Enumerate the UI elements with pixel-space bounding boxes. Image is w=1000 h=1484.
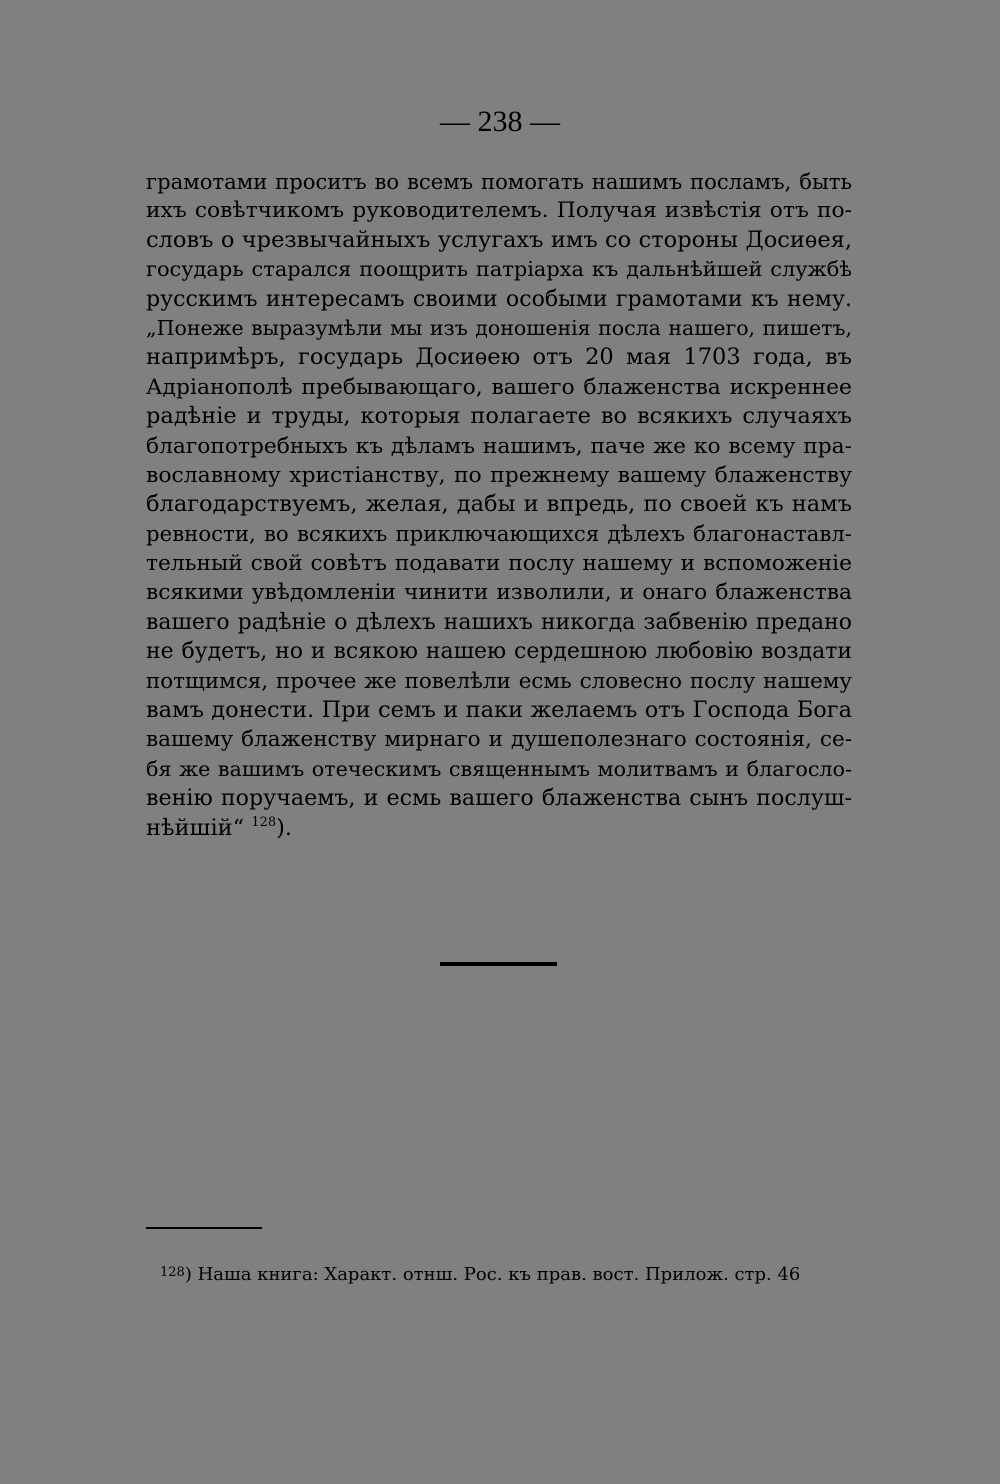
text-line: не будетъ, но и всякою нашею сердешною любовію воздати [146, 639, 852, 665]
body-text [146, 167, 852, 843]
text-line: всякими увѣдомленіи чинити изволили, и онаго блаженства [146, 580, 852, 606]
text-line: вашему блаженству мирнаго и душеполезнаго состоянія, се- [146, 727, 852, 753]
footnote [160, 1262, 860, 1288]
text-line: словъ о чрезвычайныхъ услугахъ имъ со стороны Досиѳея, [146, 226, 852, 253]
section-divider [440, 962, 557, 966]
text-line: вамъ донести. При семъ и паки желаемъ отъ Господа Бога [146, 697, 852, 724]
footnote-number: 128 [160, 1265, 185, 1280]
last-line-text: нѣйшій“ [146, 814, 252, 841]
text-line: напримѣръ, государь Досиѳею отъ 20 мая 1703 года, въ [146, 344, 852, 371]
text-line: русскимъ интересамъ своими особыми грамотами къ нему. [146, 286, 852, 312]
text-line: ревности, во всякихъ приключающихся дѣлехъ благонаставл- [146, 521, 852, 547]
text-line: Адріанополѣ пребывающаго, вашего блаженства искреннее [146, 374, 852, 400]
text-line-last [146, 814, 852, 843]
text-line: потщимся, прочее же повелѣли есмь словесно послу нашему [146, 668, 852, 694]
text-line: тельный свой совѣтъ подавати послу нашему и вспоможеніе [146, 551, 852, 577]
footnote-divider [146, 1227, 262, 1229]
text-line: грамотами проситъ во всемъ помогать нашимъ посламъ, быть [146, 169, 852, 194]
footnote-reference[interactable]: 128 [251, 814, 277, 830]
text-line: вославному христіанству, по прежнему вашему блаженству [146, 462, 852, 488]
text-line: „Понеже выразумѣли мы изъ доношенія посла нашего, пишетъ, [146, 315, 852, 340]
text-line: благопотребныхъ къ дѣламъ нашимъ, паче же ко всему пра- [146, 433, 852, 459]
last-line-tail: ). [276, 814, 293, 841]
page-number: — 238 — [440, 105, 560, 138]
footnote-text: ) Наша книга: Характ. отнш. Рос. къ прав. вост. Прилож. стр. 46 [184, 1264, 801, 1285]
text-line: государь старался поощрить патріарха къ дальнѣйшей службѣ [146, 257, 852, 282]
text-line: бя же вашимъ отеческимъ священнымъ молитвамъ и благосло- [146, 756, 852, 781]
text-line: ихъ совѣтчикомъ руководителемъ. Получая извѣстія отъ по- [146, 198, 852, 224]
text-line: радѣніе и труды, которыя полагаете во всякихъ случаяхъ [146, 403, 852, 430]
text-line: благодарствуемъ, желая, дабы и впредь, по своей къ намъ [146, 491, 852, 518]
text-line: вашего радѣніе о дѣлехъ нашихъ никогда забвенію предано [146, 609, 852, 635]
text-line: венію поручаемъ, и есмь вашего блаженства сынъ послуш- [146, 785, 852, 812]
